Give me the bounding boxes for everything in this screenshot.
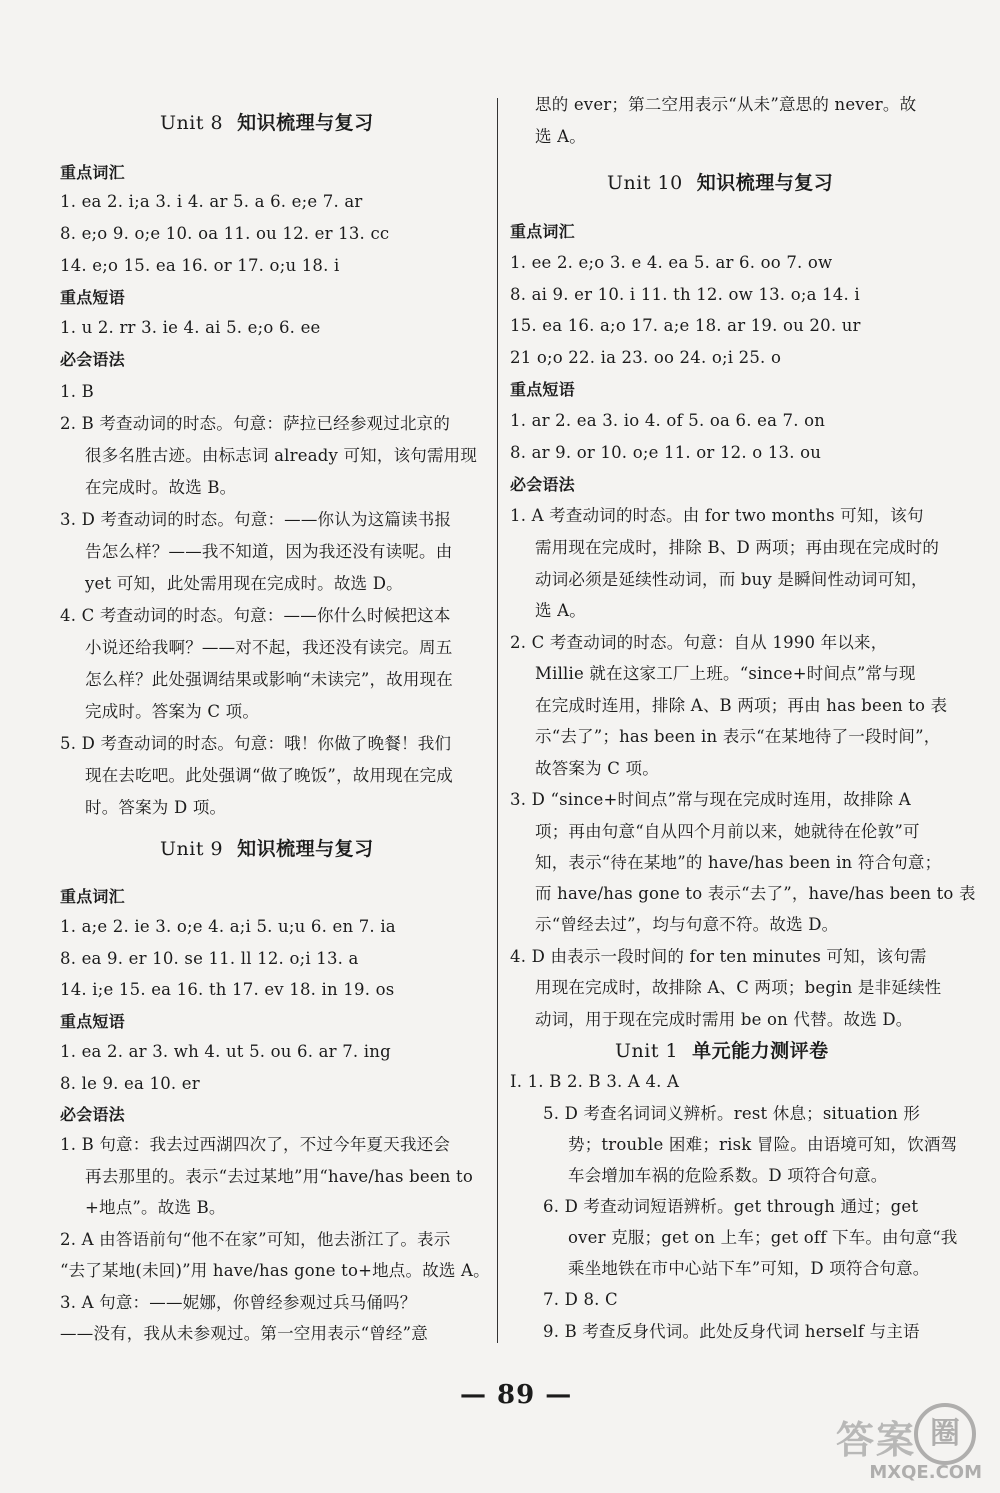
watermark-seal-icon: 圈 — [914, 1403, 976, 1465]
unit-heading: 知识梳理与复习 — [237, 112, 374, 134]
section-label: 重点词汇 — [60, 887, 125, 906]
answer-line: 8. ar 9. or 10. o;e 11. or 12. o 13. ou — [510, 443, 822, 462]
answer-line: 选 A。 — [535, 601, 586, 620]
unit-title — [160, 112, 374, 135]
answer-line: 项；再由句意“自从四个月前以来，她就待在伦敦”可 — [535, 822, 920, 841]
answer-line: 3. A 句意：——妮娜，你曾经参观过兵马俑吗？ — [60, 1293, 417, 1312]
unit-number: Unit 8 — [160, 112, 224, 134]
answer-line: 8. le 9. ea 10. er — [60, 1074, 200, 1093]
answer-line: 14. e;o 15. ea 16. or 17. o;u 18. i — [60, 256, 340, 275]
answer-line: 1. a;e 2. ie 3. o;e 4. a;i 5. u;u 6. en 7. ia — [60, 917, 396, 936]
answer-line: 1. ar 2. ea 3. io 4. of 5. oa 6. ea 7. on — [510, 411, 826, 430]
unit-title — [160, 838, 374, 861]
answer-line: 5. D 考查名词词义辨析。rest 休息；situation 形 — [543, 1104, 921, 1123]
answer-line: 时。答案为 D 项。 — [85, 798, 227, 817]
answer-line: 思的 ever；第二空用表示“从未”意思的 never。故 — [535, 95, 917, 114]
answer-line: 1. ea 2. i;a 3. i 4. ar 5. a 6. e;e 7. ar — [60, 192, 363, 211]
answer-line: 14. i;e 15. ea 16. th 17. ev 18. in 19. os — [60, 980, 395, 999]
unit-number: Unit 10 — [607, 172, 683, 194]
answer-line: 选 A。 — [535, 127, 586, 146]
answer-line: 1. ea 2. ar 3. wh 4. ut 5. ou 6. ar 7. ing — [60, 1042, 391, 1061]
watermark — [816, 1403, 986, 1483]
answer-line: 21 o;o 22. ia 23. oo 24. o;i 25. o — [510, 348, 782, 367]
section-label: 重点短语 — [60, 288, 125, 307]
answer-line: ——没有，我从未参观过。第一空用表示“曾经”意 — [60, 1324, 428, 1343]
answer-line: 完成时。答案为 C 项。 — [85, 702, 260, 721]
answer-line: 1. B 句意：我去过西湖四次了，不过今年夏天我还会 — [60, 1135, 451, 1154]
answer-line: “去了某地(未回)”用 have/has gone to+地点。故选 A。 — [60, 1261, 490, 1280]
column-divider — [497, 98, 498, 1343]
answer-line: 在完成时连用，排除 A、B 两项；再由 has been to 表 — [535, 696, 948, 715]
answer-line: 7. D 8. C — [543, 1290, 618, 1309]
section-label: 重点词汇 — [60, 163, 125, 182]
answer-line: 很多名胜古迹。由标志词 already 可知，该句需用现 — [85, 446, 478, 465]
unit-number: Unit 1 — [615, 1040, 679, 1062]
answer-line: 动词，用于现在完成时需用 be on 代替。故选 D。 — [535, 1010, 913, 1029]
answer-line: 4. D 由表示一段时间的 for ten minutes 可知，该句需 — [510, 947, 927, 966]
answer-line: Millie 就在这家工厂上班。“since+时间点”常与现 — [535, 664, 916, 683]
answer-line: +地点”。故选 B。 — [85, 1198, 226, 1217]
answer-line: 再去那里的。表示“去过某地”用“have/has been to — [85, 1167, 474, 1186]
answer-line: 1. A 考查动词的时态。由 for two months 可知，该句 — [510, 506, 924, 525]
answer-line: 车会增加车祸的危险系数。D 项符合句意。 — [568, 1166, 888, 1185]
answer-line: 1. ee 2. e;o 3. e 4. ea 5. ar 6. oo 7. ow — [510, 253, 833, 272]
answer-line: yet 可知，此处需用现在完成时。故选 D。 — [85, 574, 403, 593]
section-label: 重点词汇 — [510, 222, 575, 241]
section-label: 必会语法 — [510, 475, 575, 494]
answer-line: 5. D 考查动词的时态。句意：哦！你做了晚餐！我们 — [60, 734, 452, 753]
answer-line: 在完成时。故选 B。 — [85, 478, 237, 497]
answer-line: Ⅰ. 1. B 2. B 3. A 4. A — [510, 1072, 680, 1091]
page-number: — 89 — — [460, 1380, 573, 1410]
answer-line: 用现在完成时，故排除 A、C 两项；begin 是非延续性 — [535, 978, 942, 997]
answer-line: 动词必须是延续性动词，而 buy 是瞬间性动词可知， — [535, 570, 928, 589]
answer-line: 3. D “since+时间点”常与现在完成时连用，故排除 A — [510, 790, 911, 809]
answer-line: 怎么样？此处强调结果或影响“未读完”，故用现在 — [85, 670, 453, 689]
answer-line: 4. C 考查动词的时态。句意：——你什么时候把这本 — [60, 606, 451, 625]
answer-line: 2. C 考查动词的时态。句意：自从 1990 年以来， — [510, 633, 888, 652]
answer-line: 势；trouble 困难；risk 冒险。由语境可知，饮酒驾 — [568, 1135, 958, 1154]
unit-heading: 单元能力测评卷 — [692, 1040, 829, 1062]
answer-line: 2. B 考查动词的时态。句意：萨拉已经参观过北京的 — [60, 414, 451, 433]
answer-line: 乘坐地铁在市中心站下车”可知，D 项符合句意。 — [568, 1259, 930, 1278]
watermark-url: MXQE.COM — [869, 1462, 982, 1483]
unit-heading: 知识梳理与复习 — [237, 838, 374, 860]
answer-line: 8. ea 9. er 10. se 11. ll 12. o;i 13. a — [60, 949, 359, 968]
answer-line: 15. ea 16. a;o 17. a;e 18. ar 19. ou 20. ur — [510, 316, 861, 335]
section-label: 重点短语 — [510, 380, 575, 399]
answer-line: 1. u 2. rr 3. ie 4. ai 5. e;o 6. ee — [60, 318, 321, 337]
unit-title — [607, 172, 833, 195]
unit-number: Unit 9 — [160, 838, 224, 860]
answer-line: 6. D 考查动词短语辨析。get through 通过；get — [543, 1197, 919, 1216]
unit-title — [615, 1040, 829, 1063]
section-label: 必会语法 — [60, 350, 125, 369]
answer-line: 9. B 考查反身代词。此处反身代词 herself 与主语 — [543, 1322, 920, 1341]
answer-line: 小说还给我啊？——对不起，我还没有读完。周五 — [85, 638, 453, 657]
section-label: 重点短语 — [60, 1012, 125, 1031]
answer-line: over 克服；get on 上车；get off 下车。由句意“我 — [568, 1228, 958, 1247]
answer-line: 8. e;o 9. o;e 10. oa 11. ou 12. er 13. cc — [60, 224, 390, 243]
answer-line: 需用现在完成时，排除 B、D 两项；再由现在完成时的 — [535, 538, 940, 557]
watermark-logo: 答案 — [835, 1418, 916, 1462]
answer-line: 3. D 考查动词的时态。句意：——你认为这篇读书报 — [60, 510, 452, 529]
answer-line: 2. A 由答语前句“他不在家”可知，他去浙江了。表示 — [60, 1230, 451, 1249]
answer-line: 而 have/has gone to 表示“去了”，have/has been to 表 — [535, 884, 976, 903]
answer-line: 告怎么样？——我不知道，因为我还没有读呢。由 — [85, 542, 453, 561]
answer-line: 现在去吃吧。此处强调“做了晚饭”，故用现在完成 — [85, 766, 453, 785]
answer-line: 示“曾经去过”，均与句意不符。故选 D。 — [535, 915, 839, 934]
section-label: 必会语法 — [60, 1105, 125, 1124]
answer-line: 知，表示“待在某地”的 have/has been in 符合句意； — [535, 853, 942, 872]
unit-heading: 知识梳理与复习 — [696, 172, 834, 194]
answer-line: 1. B — [60, 382, 94, 401]
answer-line: 8. ai 9. er 10. i 11. th 12. ow 13. o;a 14. i — [510, 285, 860, 304]
answer-line: 示“去了”；has been in 表示“在某地待了一段时间”， — [535, 727, 941, 746]
answer-line: 故答案为 C 项。 — [535, 759, 659, 778]
